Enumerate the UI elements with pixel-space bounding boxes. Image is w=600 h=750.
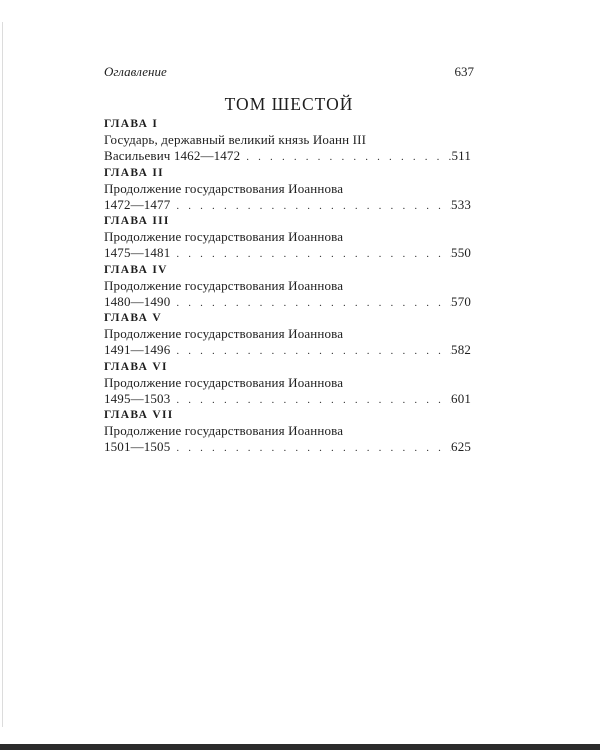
toc-entry-chapter-7 bbox=[104, 408, 471, 457]
chapter-title-line: Продолжение государствования Иоаннова bbox=[104, 423, 344, 438]
chapter-heading: ГЛАВА VII bbox=[104, 409, 174, 421]
scan-bottom-edge bbox=[0, 744, 600, 750]
dot-leader bbox=[170, 440, 451, 456]
chapter-title-line: Государь, державный великий князь Иоанн III bbox=[104, 132, 367, 147]
chapter-title-line-with-page bbox=[104, 245, 471, 261]
chapter-page-number: 533 bbox=[451, 196, 471, 212]
chapter-title-line-with-page bbox=[104, 391, 471, 407]
toc-entry-chapter-5 bbox=[104, 311, 471, 360]
dot-leader bbox=[170, 295, 451, 311]
chapter-title-continuation: 1480—1490 bbox=[104, 293, 171, 309]
chapter-title-continuation: 1501—1505 bbox=[104, 439, 171, 454]
running-title: Оглавление bbox=[104, 64, 167, 79]
dot-leader bbox=[170, 246, 451, 262]
chapter-title-continuation: 1491—1496 bbox=[104, 342, 171, 357]
chapter-page-number: 625 bbox=[451, 439, 471, 454]
dot-leader bbox=[240, 149, 451, 165]
chapter-title-line-with-page bbox=[104, 197, 471, 213]
dot-leader bbox=[170, 343, 451, 359]
page-side-edge bbox=[2, 22, 3, 727]
chapter-title-continuation: 1495—1503 bbox=[104, 390, 171, 406]
dot-leader bbox=[170, 198, 451, 214]
page-number: 637 bbox=[454, 64, 474, 79]
chapter-title-line: Продолжение государствования Иоаннова bbox=[104, 277, 344, 293]
dot-leader bbox=[170, 392, 451, 408]
chapter-page-number: 550 bbox=[451, 245, 471, 260]
chapter-title-continuation: Васильевич 1462—1472 bbox=[104, 148, 241, 163]
chapter-title-continuation: 1472—1477 bbox=[104, 196, 171, 212]
chapter-page-number: 511 bbox=[451, 148, 471, 163]
chapter-title-line-with-page bbox=[104, 294, 471, 310]
chapter-title-line: Продолжение государствования Иоаннова bbox=[104, 326, 344, 341]
chapter-heading: ГЛАВА IV bbox=[104, 263, 168, 276]
chapter-heading: ГЛАВА I bbox=[104, 118, 159, 130]
chapter-title-line-with-page bbox=[104, 342, 471, 358]
toc-entry-chapter-3 bbox=[104, 214, 471, 263]
volume-title: ТОМ ШЕСТОЙ bbox=[224, 94, 354, 114]
chapter-heading: ГЛАВА II bbox=[104, 166, 164, 179]
chapter-title-line: Продолжение государствования Иоаннова bbox=[104, 374, 344, 390]
table-of-contents bbox=[104, 117, 471, 457]
chapter-title-line-with-page bbox=[104, 439, 471, 455]
chapter-page-number: 582 bbox=[451, 342, 471, 357]
toc-entry-chapter-1 bbox=[104, 117, 471, 166]
chapter-heading: ГЛАВА V bbox=[104, 312, 162, 324]
chapter-heading: ГЛАВА VI bbox=[104, 360, 168, 373]
chapter-title-line: Продолжение государствования Иоаннова bbox=[104, 180, 344, 196]
toc-entry-chapter-6 bbox=[104, 360, 471, 409]
chapter-heading: ГЛАВА III bbox=[104, 215, 170, 227]
toc-entry-chapter-4 bbox=[104, 263, 471, 312]
chapter-title-line: Продолжение государствования Иоаннова bbox=[104, 229, 344, 244]
chapter-page-number: 601 bbox=[451, 390, 471, 406]
chapter-page-number: 570 bbox=[451, 293, 471, 309]
chapter-title-line-with-page bbox=[104, 148, 471, 164]
toc-entry-chapter-2 bbox=[104, 166, 471, 215]
chapter-title-continuation: 1475—1481 bbox=[104, 245, 171, 260]
